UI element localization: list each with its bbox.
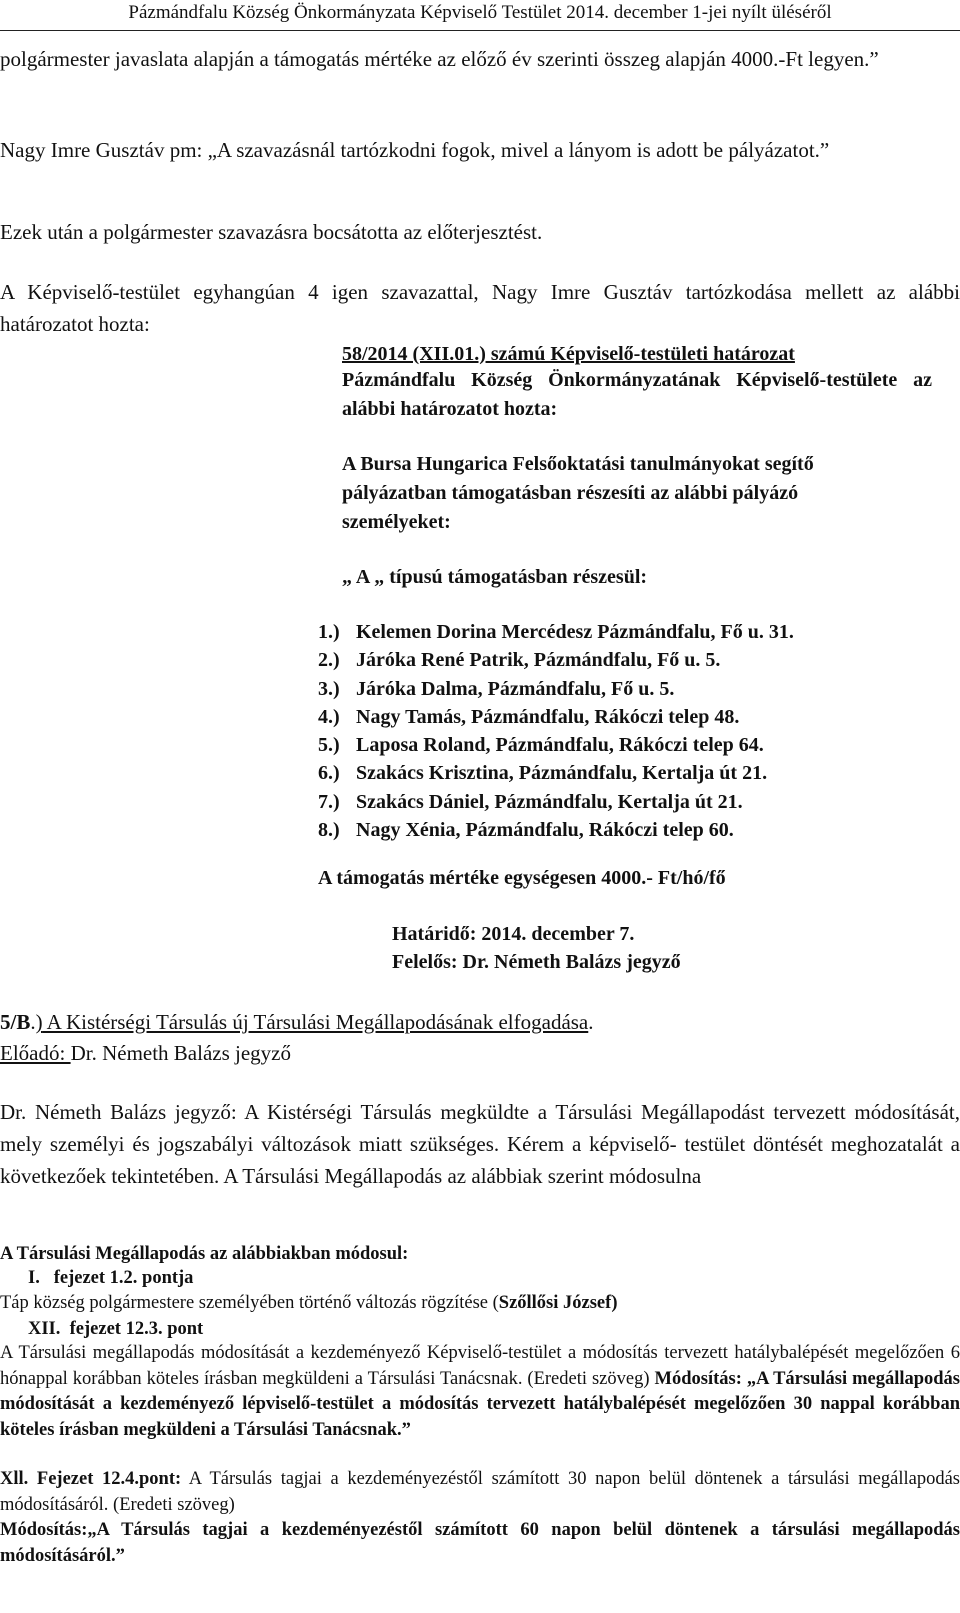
chapter-3-text: Xll. Fejezet 12.4.pont: A Társulás tagjai a kezdeményezéstől számított 30 napon belül döntenek a társulási megállapodás módosításáról. (Eredeti szöveg) [0, 1469, 960, 1515]
section-body: Dr. Németh Balázs jegyző: A Kistérségi Társulás megküldte a Társulási Megállapodást tervezett módosítását, mely személyi és jogszabályi változások miatt szükséges. Kérem a képviselő- testület döntését meghozatalát a következőek tekintetében. A Társulási Megállapodás az alábbiak szerint módosulna [0, 1100, 960, 1188]
chapter-3-modification: Módosítás:„A Társulás tagjai a kezdeményezéstől számított 60 napon belül döntenek a társulási megállapodás módosításáról.” [0, 1520, 960, 1566]
amendments-heading: A Társulási Megállapodás az alábbiakban módosul: [0, 1244, 409, 1264]
list-item: 1.) Kelemen Dorina Mercédesz Pázmándfalu, Fő u. 31. [318, 621, 794, 643]
recipient-list [318, 618, 794, 844]
intro-paragraph-4: A Képviselő-testület egyhangúan 4 igen szavazattal, Nagy Imre Gusztáv tartózkodása mellett az alábbi határozatot hozta: [0, 280, 960, 336]
presenter-line: Előadó: Dr. Németh Balázs jegyző [0, 1041, 292, 1065]
chapter-1-heading: I. fejezet 1.2. pontja [28, 1268, 194, 1288]
responsible-line: Felelős: Dr. Németh Balázs jegyző [392, 951, 681, 973]
section-heading: 5/B.) A Kistérségi Társulás új Társulási Megállapodásának elfogadása. [0, 1010, 594, 1034]
list-item: 8.) Nagy Xénia, Pázmándfalu, Rákóczi telep 60. [318, 819, 734, 842]
list-item: 2.) Járóka René Patrik, Pázmándfalu, Fő u. 5. [318, 649, 721, 672]
chapter-2-text: A Társulási megállapodás módosítását a kezdeményező Képviselő-testület a módosítás tervezett hatálybalépését megelőzően 6 hónappal korábban köteles írásban megküldeni a Társulási Tanácsnak. (Eredeti szöveg) Módosítás: „A Társulási megállapodás módosítását a kezdeményező lépviselő-testület a módosítás tervezett hatálybalépését megelőzően 30 nappal korábban köteles írásban megküldeni a Társulási Tanácsnak.” [0, 1343, 960, 1440]
chapter-2-heading: XII. fejezet 12.3. pont [28, 1319, 204, 1339]
list-item: 7.) Szakács Dániel, Pázmándfalu, Kertalja út 21. [318, 790, 743, 813]
header-divider [0, 30, 960, 31]
list-item: 6.) Szakács Krisztina, Pázmándfalu, Kertalja út 21. [318, 762, 768, 785]
support-type-line: „ A „ típusú támogatásban részesül: [342, 566, 648, 588]
intro-paragraph-2: Nagy Imre Gusztáv pm: „A szavazásnál tartózkodni fogok, mivel a lányom is adott be pályázatot.” [0, 138, 830, 162]
list-item: 4.) Nagy Tamás, Pázmándfalu, Rákóczi telep 48. [318, 705, 740, 728]
list-item: 3.) Járóka Dalma, Pázmándfalu, Fő u. 5. [318, 677, 675, 700]
deadline-line: Határidő: 2014. december 7. [392, 923, 635, 945]
page-header-title: Pázmándfalu Község Önkormányzata Képviselő Testület 2014. december 1-jei nyílt üléséről [128, 2, 832, 23]
resolution-body: Pázmándfalu Község Önkormányzatának Képviselő-testülete az alábbi határozatot hozta: [342, 369, 932, 420]
bursa-paragraph: A Bursa Hungarica Felsőoktatási tanulmányokat segítő pályázatban támogatásban részesíti az alábbi pályázó személyeket: [342, 453, 814, 533]
support-amount: A támogatás mértéke egységesen 4000.- Ft/hó/fő [318, 867, 726, 889]
intro-paragraph-1: polgármester javaslata alapján a támogatás mértéke az előző év szerinti összeg alapján 4000.-Ft legyen.” [0, 47, 879, 71]
resolution-title: 58/2014 (XII.01.) számú Képviselő-testületi határozat [342, 343, 795, 365]
intro-paragraph-3: Ezek után a polgármester szavazásra bocsátotta az előterjesztést. [0, 220, 543, 244]
chapter-1-text: Táp község polgármestere személyében történő változás rögzítése (Szőllősi József) [0, 1293, 618, 1313]
list-item: 5.) Laposa Roland, Pázmándfalu, Rákóczi telep 64. [318, 734, 764, 757]
